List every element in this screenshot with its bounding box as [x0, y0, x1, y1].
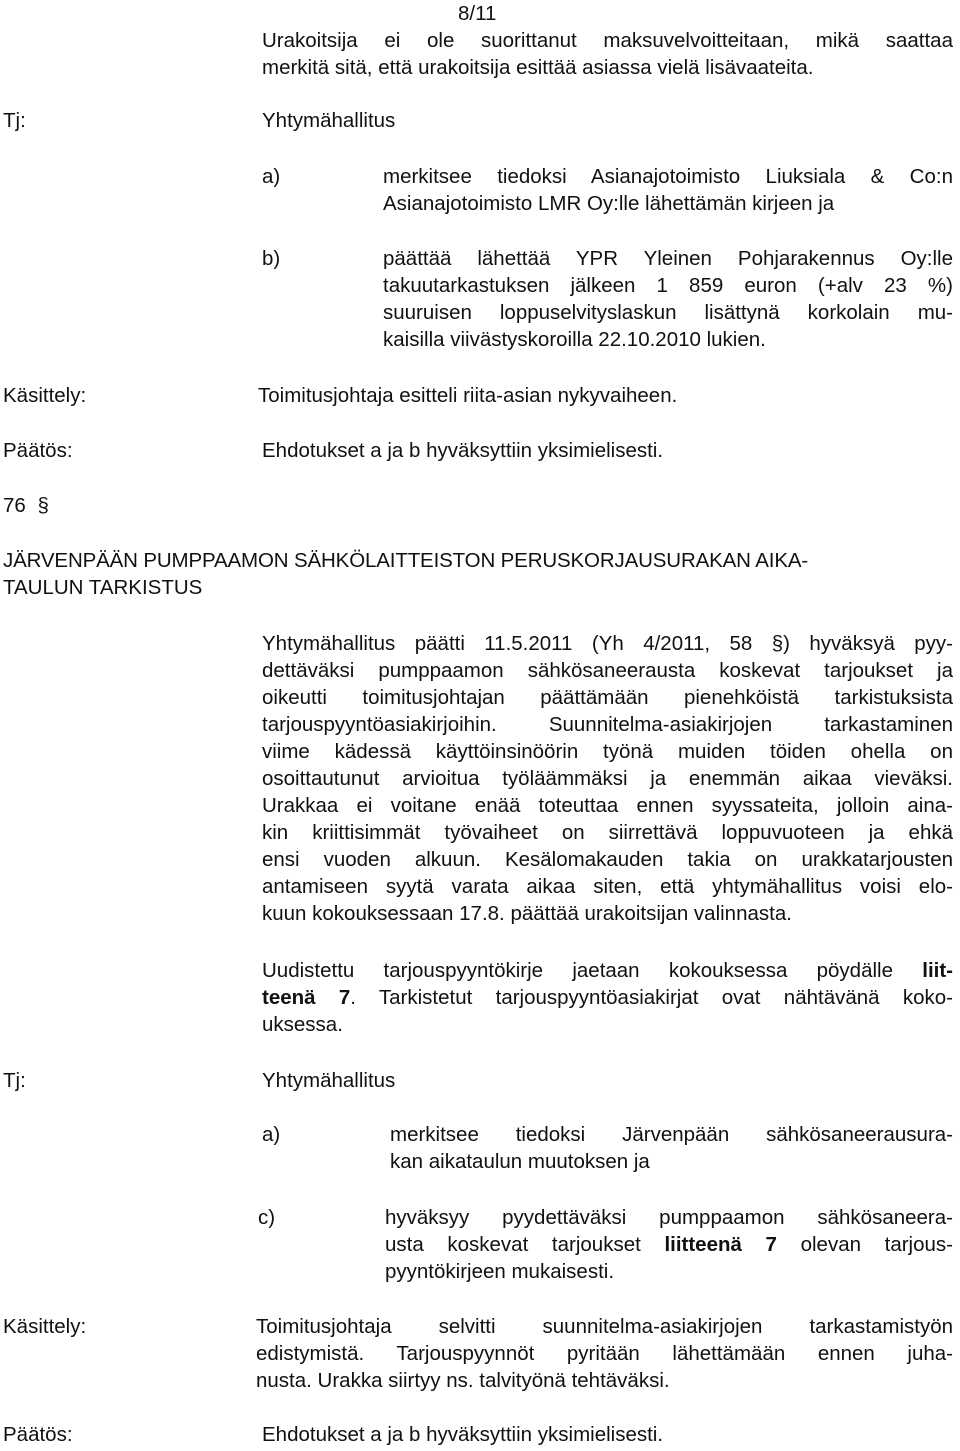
item-a-text [390, 1121, 953, 1175]
item-a-line: Asianajotoimisto LMR Oy:lle lähettämän kirjeen ja [383, 192, 835, 215]
item-c-line: usta koskevat tarjoukset liitteenä 7 olevan tarjous- [385, 1233, 953, 1256]
item-b-line: suuruisen loppuselvityslaskun lisättynä korkolain mu- [383, 301, 953, 324]
paatos-label: Päätös: [3, 1423, 73, 1446]
item-a-text [383, 163, 953, 217]
item-c-text [385, 1204, 953, 1285]
section-number [3, 492, 49, 519]
attachment-ref: liitteenä 7 [664, 1233, 777, 1256]
paatos-label: Päätös: [3, 439, 73, 462]
item-c-line: pyyntökirjeen mukaisesti. [385, 1260, 615, 1283]
kasittely-line: edistymistä. Tarjouspyynnöt pyritään lähettämään ennen juha- [256, 1342, 953, 1365]
item-b-line: päättää lähettää YPR Yleinen Pohjarakennus Oy:lle [383, 247, 953, 270]
body-line: dettäväksi pumppaamon sähkösaneerausta koskevat tarjoukset ja [262, 659, 953, 682]
body-line: viime kädessä käyttöinsinöörin työnä muiden töiden ohella on [262, 740, 953, 763]
paatos-text: Ehdotukset a ja b hyväksyttiin yksimielisesti. [262, 439, 664, 462]
item-a-line: kan aikataulun muutoksen ja [390, 1150, 650, 1173]
body-line: tarjouspyyntöasiakirjoihin. Suunnitelma-asiakirjojen tarkastaminen [262, 713, 953, 736]
tj-value: Yhtymähallitus [262, 109, 396, 132]
item-a-line: merkitsee tiedoksi Järvenpään sähkösaneerausura- [390, 1123, 953, 1146]
kasittely-label: Käsittely: [3, 1315, 87, 1338]
tj-value: Yhtymähallitus [262, 1069, 396, 1092]
body-line: ensi vuoden alkuun. Kesälomakauden takia on urakkatarjousten [262, 848, 953, 871]
tj-label: Tj: [3, 109, 26, 132]
item-a-marker: a) [262, 1123, 281, 1146]
item-b-marker: b) [262, 247, 281, 270]
section-title-line: TAULUN TARKISTUS [3, 576, 203, 599]
attachment-ref: teenä 7 [262, 986, 351, 1009]
intro-paragraph [262, 27, 953, 81]
attachment-line: Uudistettu tarjouspyyntökirje jaetaan kokouksessa pöydälle liit- [262, 959, 953, 982]
section-title-line: JÄRVENPÄÄN PUMPPAAMON SÄHKÖLAITTEISTON PERUSKORJAUSURAKAN AIKA- [3, 549, 809, 572]
body-line: Yhtymähallitus päätti 11.5.2011 (Yh 4/2011, 58 §) hyväksyä pyy- [262, 632, 953, 655]
tj-label: Tj: [3, 1069, 26, 1092]
attachment-paragraph [262, 957, 953, 1038]
body-line: oikeutti toimitusjohtajan päättämään pienehköistä tarkistuksista [262, 686, 953, 709]
kasittely-label: Käsittely: [3, 384, 87, 407]
kasittely-text [256, 1313, 953, 1394]
item-a-marker: a) [262, 165, 281, 188]
paatos-text: Ehdotukset a ja b hyväksyttiin yksimielisesti. [262, 1423, 664, 1446]
page-number: 8/11 [458, 2, 497, 25]
body-line: Urakkaa ei voitane enää toteuttaa ennen syyssateita, jolloin aina- [262, 794, 953, 817]
item-c-line: hyväksyy pyydettäväksi pumppaamon sähkösaneera- [385, 1206, 953, 1229]
kasittely-line: Toimitusjohtaja selvitti suunnitelma-asiakirjojen tarkastamistyön [256, 1315, 953, 1338]
section-number-value: 76 [3, 494, 26, 517]
section-title [3, 547, 953, 601]
item-c-marker: c) [258, 1206, 276, 1229]
item-a-line: merkitsee tiedoksi Asianajotoimisto Liuksiala & Co:n [383, 165, 953, 188]
body-line: kin kriittisimmät työvaiheet on siirrettävä loppuvuoteen ja ehkä [262, 821, 953, 844]
section-symbol: § [37, 494, 49, 517]
item-b-line: kaisilla viivästyskoroilla 22.10.2010 lukien. [383, 328, 766, 351]
attachment-line: uksessa. [262, 1013, 343, 1036]
body-line: kuun kokouksessaan 17.8. päättää urakoitsijan valinnasta. [262, 902, 792, 925]
item-b-text [383, 245, 953, 353]
attachment-ref: liit- [922, 959, 953, 982]
body-line: antamiseen syytä varata aikaa siten, että yhtymähallitus voisi elo- [262, 875, 953, 898]
kasittely-text: Toimitusjohtaja esitteli riita-asian nykyvaiheen. [258, 384, 678, 407]
kasittely-line: nusta. Urakka siirtyy ns. talvityönä tehtäväksi. [256, 1369, 670, 1392]
attachment-line: teenä 7. Tarkistetut tarjouspyyntöasiakirjat ovat nähtävänä koko- [262, 986, 953, 1009]
body-paragraph [262, 630, 953, 927]
body-line: osoittautunut arvioitua työläämmäksi ja enemmän aikaa vieväksi. [262, 767, 953, 790]
intro-line: Urakoitsija ei ole suorittanut maksuvelvoitteitaan, mikä saattaa [262, 29, 953, 52]
item-b-line: takuutarkastuksen jälkeen 1 859 euron (+alv 23 %) [383, 274, 953, 297]
intro-line: merkitä sitä, että urakoitsija esittää asiassa vielä lisävaateita. [262, 56, 814, 79]
